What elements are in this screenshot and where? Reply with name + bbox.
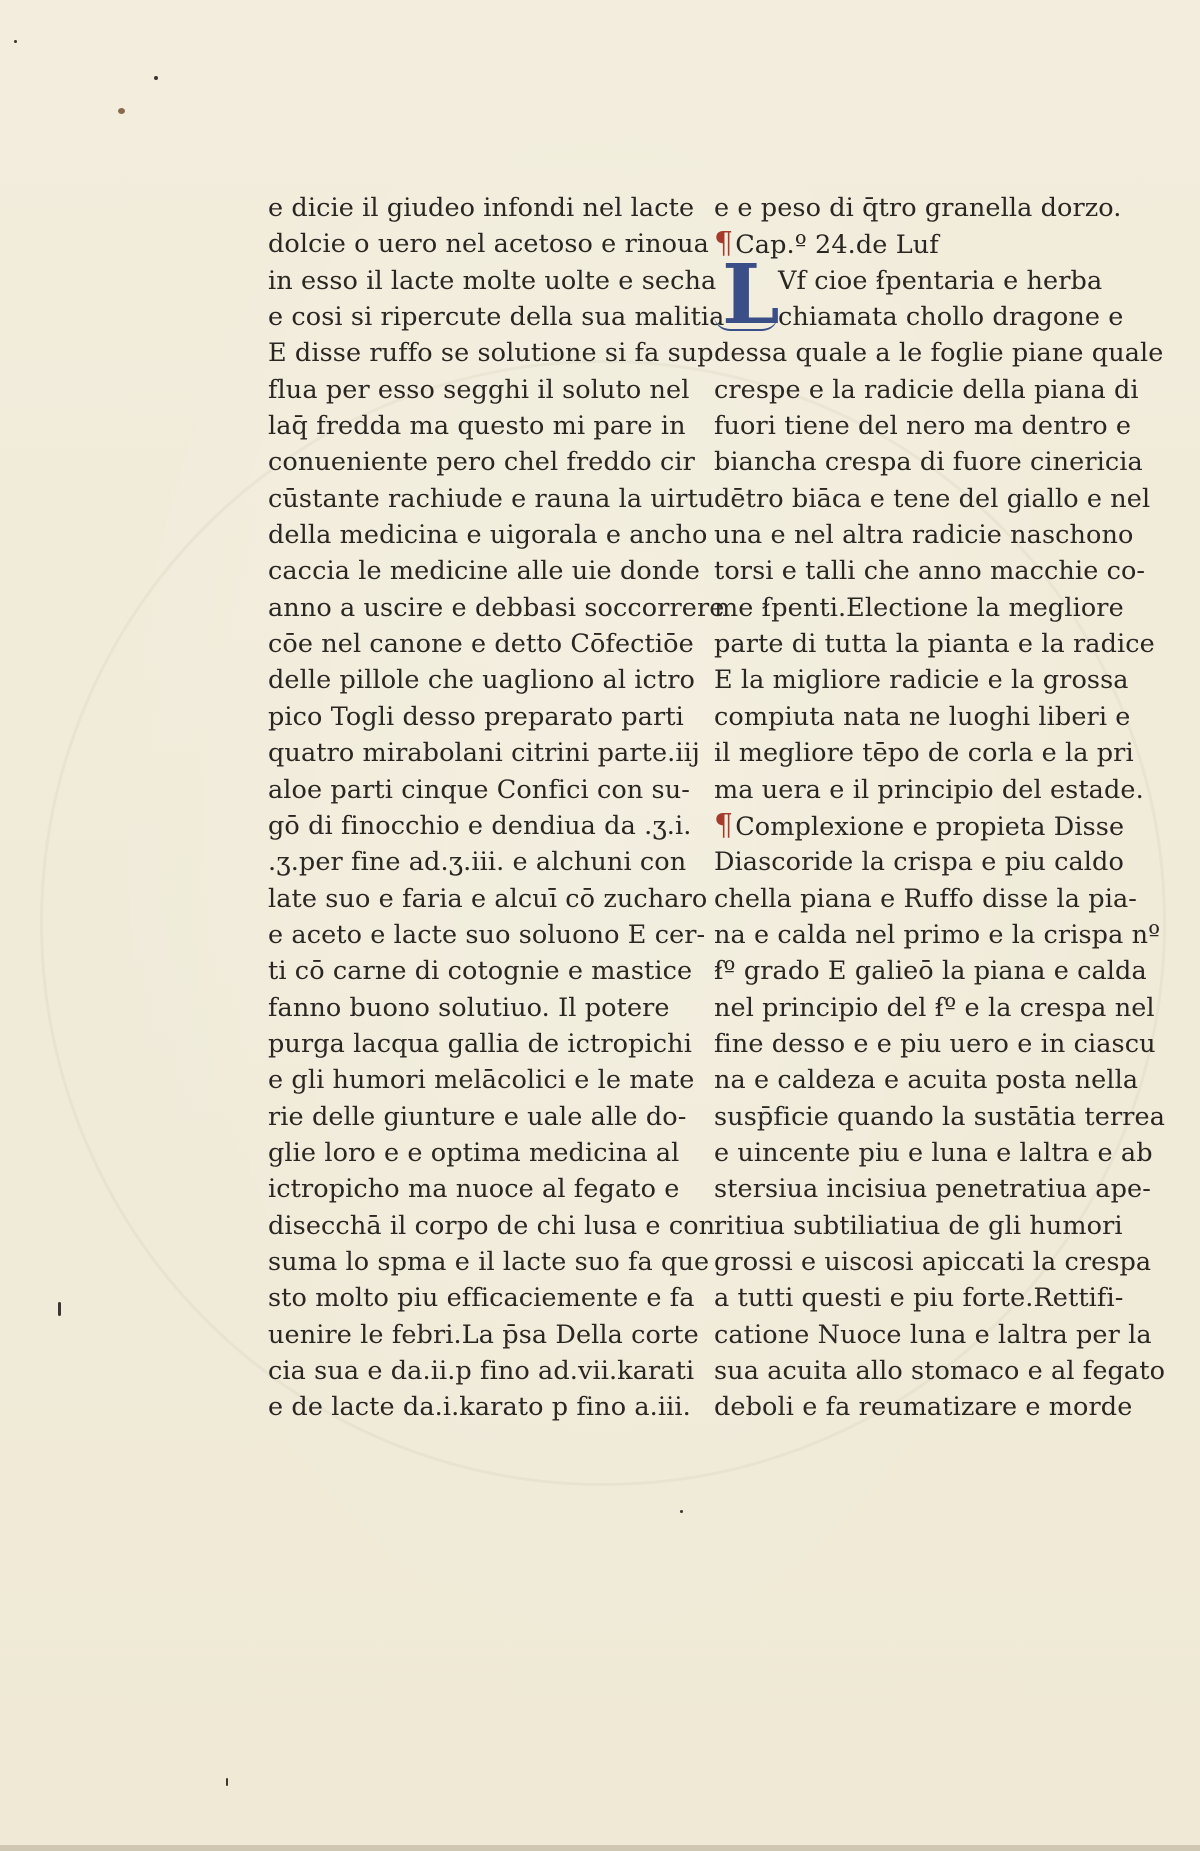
text-line: purga lacqua gallia de ictropichi: [268, 1028, 692, 1059]
text-line: dolcie o uero nel acetoso e rinoua: [268, 229, 709, 260]
red-pilcrow-mark: ¶: [714, 226, 734, 262]
text-line: torsi e talli che anno macchie co-: [714, 556, 1146, 587]
text-line: stersiua incisiua penetratiua ape-: [714, 1174, 1151, 1205]
text-line: disecchā il corpo de chi lusa e con: [268, 1210, 716, 1241]
left-text-column: [268, 190, 725, 1426]
text-line: rie delle giunture e uale alle do-: [268, 1101, 687, 1132]
text-line: delle pillole che uagliono al ictro: [268, 665, 696, 696]
text-line: e aceto e lacte suo soluono E cer-: [268, 919, 706, 950]
text-line: conueniente pero chel freddo cir: [268, 447, 695, 478]
text-line: pico Togli desso preparato parti: [268, 701, 684, 732]
text-line: della medicina e uigorala e ancho: [268, 520, 708, 551]
text-line: e dicie il giudeo infondi nel lacte: [268, 193, 695, 223]
text-line: ictropicho ma nuoce al fegato e: [268, 1174, 680, 1205]
text-line: biancha crespa di fuore cinericia: [714, 447, 1143, 478]
text-line: anno a uscire e debbasi soccorrere: [268, 592, 725, 623]
text-line: uenire le febri.La p̄sa Della corte: [268, 1319, 699, 1350]
ink-speck: [680, 1510, 683, 1513]
section-heading: Complexione e propieta Disse: [735, 811, 1125, 842]
text-line: late suo e faria e alcuī cō zucharo: [268, 883, 708, 914]
text-line: catione Nuoce luna e laltra per la: [714, 1319, 1152, 1350]
text-line: caccia le medicine alle uie donde: [268, 556, 700, 587]
text-line: e uincente piu e luna e laltra e ab: [714, 1137, 1153, 1168]
ink-speck: [14, 40, 17, 43]
text-line: cōe nel canone e detto Cōfectiōe: [268, 629, 694, 660]
text-line: dessa quale a le foglie piane quale: [714, 338, 1164, 369]
text-line: na e caldeza e acuita posta nella: [714, 1065, 1139, 1096]
text-line: crespe e la radicie della piana di: [714, 374, 1139, 405]
text-line: in esso il lacte molte uolte e secha: [268, 265, 717, 296]
text-line: cūstante rachiude e rauna la uirtu: [268, 483, 715, 514]
text-line: laq̄ fredda ma questo mi pare in: [268, 411, 686, 442]
text-line: E la migliore radicie e la grossa: [714, 665, 1129, 696]
text-line: e e peso di q̄tro granella dorzo.: [714, 193, 1122, 223]
text-line: a tutti questi e piu forte.Rettifi-: [714, 1283, 1124, 1314]
page-bottom-edge: [0, 1845, 1200, 1851]
text-line: aloe parti cinque Confici con su-: [268, 774, 690, 805]
text-line: nel principio del ẜº e la crespa nel: [714, 992, 1155, 1023]
text-line: fanno buono solutiuo. Il potere: [268, 992, 670, 1023]
text-line: me ẜpenti.Electione la megliore: [714, 592, 1124, 623]
text-line: ritiua subtiliatiua de gli humori: [714, 1210, 1123, 1241]
text-line: e cosi si ripercute della sua malitia: [268, 302, 725, 333]
text-line: na e calda nel primo e la crispa nº: [714, 919, 1161, 950]
ink-speck: [58, 1302, 61, 1316]
text-line: e de lacte da.i.karato p fino a.iii.: [268, 1392, 691, 1423]
right-text-column: [714, 190, 1166, 1426]
text-line: compiuta nata ne luoghi liberi e: [714, 701, 1131, 732]
text-line: Vf cioe ẜpentaria e herba: [778, 265, 1103, 296]
text-line: una e nel altra radicie naschono: [714, 520, 1134, 551]
decorated-initial-letter: L: [722, 247, 780, 343]
text-line: il megliore tēpo de corla e la pri: [714, 738, 1134, 769]
text-line: gō di finocchio e dendiua da .ʒ.i.: [268, 810, 692, 841]
chapter-heading: Cap.º 24.de Luf: [735, 230, 939, 261]
text-line: ẜº grado E galieō la piana e calda: [714, 956, 1147, 987]
text-line: suma lo spma e il lacte suo fa que: [268, 1246, 710, 1277]
ink-speck: [154, 76, 158, 80]
text-line: flua per esso segghi il soluto nel: [268, 374, 690, 405]
text-line: fine desso e e piu uero e in ciascu: [714, 1028, 1156, 1059]
text-line: ti cō carne di cotognie e mastice: [268, 956, 693, 987]
text-line: E disse ruffo se solutione si fa sup: [268, 338, 714, 369]
section-heading-line: [714, 808, 1134, 844]
text-line: glie loro e e optima medicina al: [268, 1137, 680, 1168]
ink-speck: [118, 108, 125, 114]
text-line: grossi e uiscosi apiccati la crespa: [714, 1246, 1152, 1277]
text-line: chella piana e Ruffo disse la pia-: [714, 883, 1137, 914]
text-line: cia sua e da.ii.p fino ad.vii.karati: [268, 1356, 695, 1386]
text-line: Diascoride la crispa e piu caldo: [714, 847, 1124, 878]
text-line: deboli e fa reumatizare e morde: [714, 1392, 1133, 1423]
red-pilcrow-mark: ¶: [714, 807, 734, 843]
text-line: quatro mirabolani citrini parte.iij: [268, 738, 700, 769]
text-line: sua acuita allo stomaco e al fegato: [714, 1356, 1166, 1386]
text-line: sto molto piu efficaciemente e fa: [268, 1283, 695, 1314]
text-line: dētro biāca e tene del giallo e nel: [714, 483, 1151, 514]
text-line: chiamata chollo dragone e: [778, 302, 1124, 333]
text-line: .ʒ.per fine ad.ʒ.iii. e alchuni con: [268, 847, 687, 878]
text-line: e gli humori melācolici e le mate: [268, 1065, 695, 1096]
text-line: fuori tiene del nero ma dentro e: [714, 411, 1132, 442]
ink-speck: [226, 1778, 228, 1786]
text-line: parte di tutta la pianta e la radice: [714, 629, 1155, 660]
text-line: susp̄ficie quando la sustātia terrea: [714, 1101, 1166, 1132]
text-line: ma uera e il principio del estade.: [714, 774, 1144, 805]
